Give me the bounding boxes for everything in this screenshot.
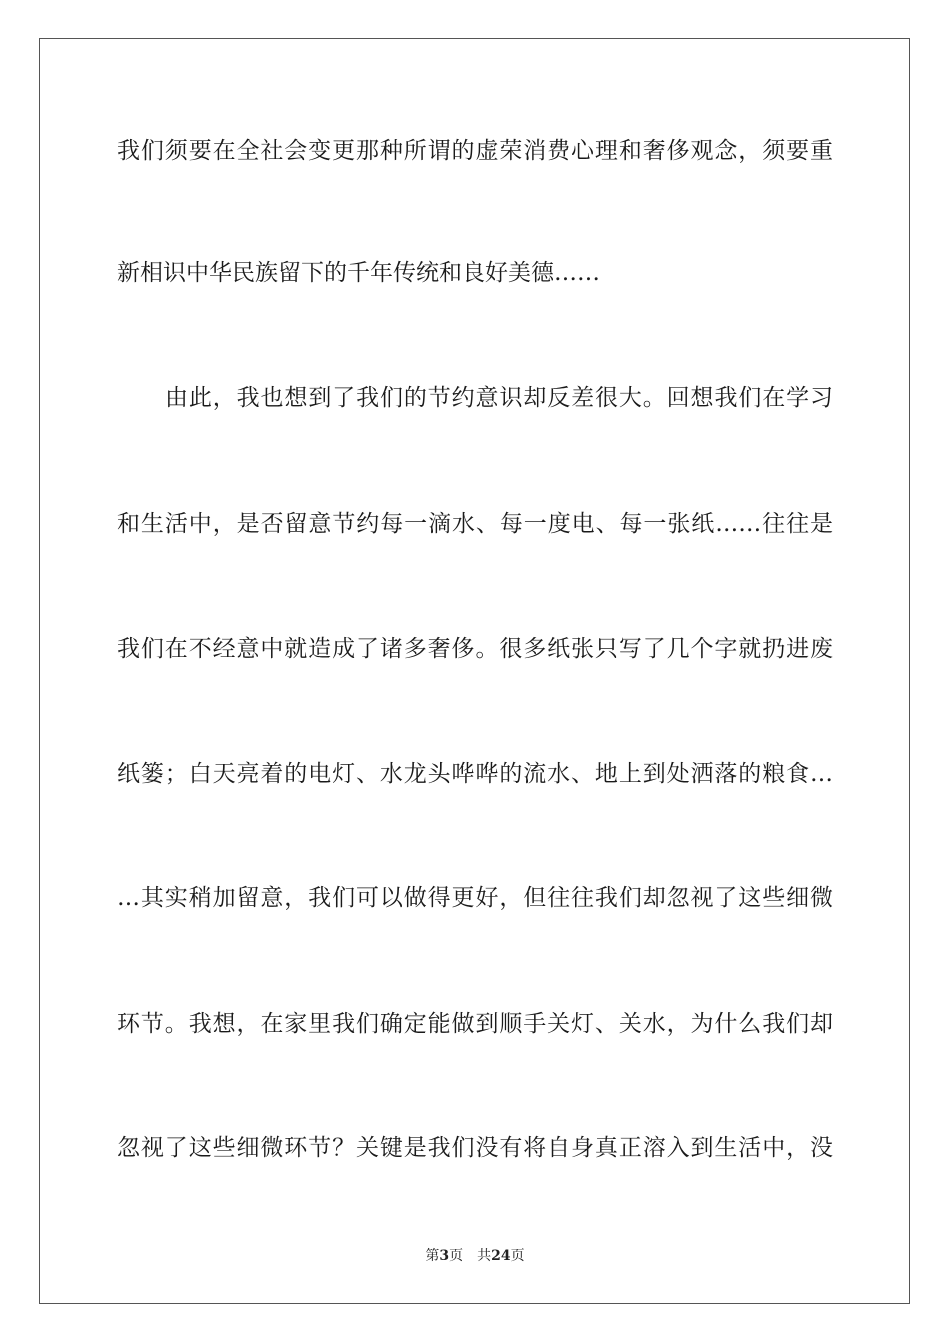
footer-page-prefix: 第 xyxy=(425,1248,440,1264)
text-line-8: 环节。我想，在家里我们确定能做到顺手关灯、关水，为什么我们却 xyxy=(117,1011,833,1037)
page-border xyxy=(39,38,910,1304)
text-line-9: 忽视了这些细微环节？关键是我们没有将自身真正溶入到生活中，没 xyxy=(117,1135,833,1161)
text-line-7: …其实稍加留意，我们可以做得更好，但往往我们却忽视了这些细微 xyxy=(117,885,833,911)
footer-total-suffix: 页 xyxy=(510,1248,525,1264)
text-line-4: 和生活中，是否留意节约每一滴水、每一度电、每一张纸……往往是 xyxy=(117,511,833,537)
page-footer xyxy=(0,1246,950,1266)
text-line-1: 我们须要在全社会变更那种所谓的虚荣消费心理和奢侈观念，须要重 xyxy=(117,138,833,164)
footer-page-number: 3 xyxy=(439,1248,450,1264)
footer-page-suffix: 页 xyxy=(449,1248,464,1264)
footer-total-prefix: 共 xyxy=(477,1248,492,1264)
text-line-2: 新相识中华民族留下的千年传统和良好美德…… xyxy=(117,260,600,286)
text-line-5: 我们在不经意中就造成了诸多奢侈。很多纸张只写了几个字就扔进废 xyxy=(117,636,833,662)
text-line-3: 由此，我也想到了我们的节约意识却反差很大。回想我们在学习 xyxy=(165,385,833,411)
text-line-6: 纸篓；白天亮着的电灯、水龙头哗哗的流水、地上到处洒落的粮食… xyxy=(117,761,833,787)
footer-total-pages: 24 xyxy=(491,1248,511,1264)
